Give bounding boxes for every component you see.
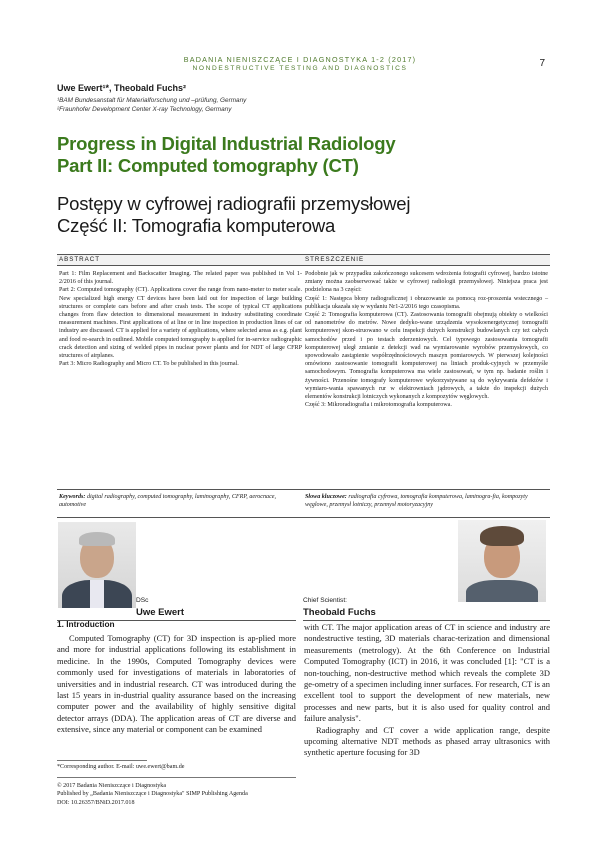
streszczenie-paragraph: Część 1: Następca błony radiograficznej i obrazowanie za pomocą roz-proszenia wstecznego – publikacja ukazała się w wydaniu Nr1-2/2016 tego czasopisma. bbox=[305, 295, 548, 310]
abstract-box bbox=[57, 254, 304, 368]
divider bbox=[303, 620, 550, 621]
section-heading: 1. Introduction bbox=[57, 619, 115, 629]
affiliation-1: ¹BAM Bundesanstalt für Materialforschung und –prüfung, Germany bbox=[57, 97, 247, 104]
keywords-list: digital radiography, computed tomography, laminography, CFRP, aeroспace, automotive bbox=[59, 494, 276, 508]
author-line: Uwe Ewert¹*, Theobald Fuchs² bbox=[57, 83, 187, 93]
keywords-label-pl: Słowa kluczowe: bbox=[305, 494, 347, 500]
name-ewert: Uwe Ewert bbox=[136, 607, 185, 618]
journal-title-pl: BADANIA NIENISZCZĄCE I DIAGNOSTYKA 1-2 (2017) bbox=[183, 55, 417, 64]
abstract-paragraph: Part 1: Film Replacement and Backscatter Imaging. The related paper was published in Vol 1-2/2016 of this journal. bbox=[59, 271, 302, 286]
streszczenie-paragraph: Część 2: Tomografia komputerowa (CT). Zastosowania tomografii obejmują obiekty o wielkości od nanometrów do metrów. Nowe dedyko-wane urządzenia wysokoenergetycznej tomografii komputerowej skon-struowano w celu inspekcji dużych konstrukcji budowlanych czy też całych samochodów przed i po testach zderzeniowych. Cel typowego zastosowania tomografii komputerowej uległ zmianie z detekcji wad na wymiarowanie wyrobów przemysłowych, co spowodowało zastąpienie współrzędnościowych maszyn pomiarowych. W pierwszej kolejności omówiono zastosowanie tomografii komputerowej na liniach produk-cyjnych w przemyśle samochodowym. Tomografia komputerowa ma wiele zastosowań, w tym np. badanie roślin i żywności. Przenośne tomografy komputerowe wykorzystywane są do wykrywania defektów i wymiaro-wania spawanych rur w elektrowniach jądrowych, a także do inspekcji dużych elementów konstrukcji lotniczych wykonanych z kompozytów węglowych. bbox=[305, 312, 548, 401]
keywords-label: Keywords: bbox=[59, 494, 86, 500]
streszczenie-body bbox=[303, 266, 550, 409]
publisher-line: Published by „Badania Nieniszczące i Diagnostyka" SIMP Publishing Agenda bbox=[57, 791, 248, 798]
body-column-right bbox=[304, 622, 550, 759]
body-paragraph: with CT. The major application areas of CT in science and industry are nondestructive testing, 3D materials charac-terization and dimensional measurements (metrology). At the 6th Conference on Industrial Computed Tomography (ICT) in 2016, it was concluded [1]: "CT is a non-touching, non-destructive method which reveals the complete 3D ge-ometry of a specimen including inner surfaces. For research, CT is an excellent tool to support the development of new materials, new processes and new parts, but it is also used for quality control and failure analysis". bbox=[304, 622, 550, 724]
divider bbox=[57, 517, 550, 518]
role-ewert: DSc bbox=[136, 597, 149, 604]
streszczenie-box bbox=[303, 254, 550, 409]
abstract-paragraph: Part 2: Computed tomography (CT). Applications cover the range from nano-meter to meter scale. New specialized high energy CT devices have been laid out for inspection of large building structures or complete cars before and after crash tests. The scope of typical CT applications changes from flaw detection to dimensional measurement in industry substituting coordinate measurement machines. First applications of at line or in line inspection in production lines of car industry are discussed. CT is applied for a variety of applications, where selected areas as e.g. plant and food re-search in outlined. Mobile computed tomography is applied for in-service radiographic crack detection and sizing of welded pipes in nuclear power plants and for NDT of large CFRP structures of airplanes. bbox=[59, 287, 302, 360]
keywords-list-pl: radiografia cyfrowa, tomografia komputerowa, laminogra-fia, kompozyty węglowe, przemysł lotniczy, przemysł motoryzacyjny bbox=[305, 494, 528, 508]
streszczenie-heading: STRESZCZENIE bbox=[303, 255, 550, 266]
abstract-body bbox=[57, 266, 304, 368]
abstract-paragraph: Part 3: Micro Radiography and Micro CT. To be published in this journal. bbox=[59, 361, 239, 368]
name-fuchs: Theobald Fuchs bbox=[303, 607, 376, 618]
copyright-block bbox=[57, 782, 337, 807]
portrait-ewert bbox=[58, 522, 136, 608]
affiliation-2: ²Fraunhofer Development Center X-ray Technology, Germany bbox=[57, 106, 232, 113]
streszczenie-paragraph: Część 3: Mikroradiografia i mikrotomografia komputerowa. bbox=[305, 402, 452, 409]
journal-title-en: NONDESTRUCTIVE TESTING AND DIAGNOSTICS bbox=[192, 65, 408, 72]
body-column-left bbox=[57, 633, 296, 736]
divider bbox=[57, 777, 296, 778]
copyright-line: © 2017 Badania Nieniszczące i Diagnostyka bbox=[57, 783, 167, 789]
title-polish bbox=[57, 193, 557, 237]
abstract-heading: ABSTRACT bbox=[57, 255, 304, 266]
keywords-en bbox=[57, 489, 304, 509]
body-paragraph: Computed Tomography (CT) for 3D inspection is ap-plied more and more for industrial applications following its establishment in medicine. In the 1990s, Computed Tomography devices were commonly used for investigations of materials in laboratories of universities and in industrial research. CT was introduced during the last 15 years in in-dustrial quality assurance based on the increasing computer power and the availability of highly sensitive digital detector arrays (DDA). The application areas of CT are diverse and extensive, since any material or component can be examined bbox=[57, 633, 296, 735]
keywords-pl bbox=[303, 489, 550, 509]
body-paragraph: Radiography and CT cover a wide application range, despite upcoming alternative NDT methods as phased array ultrasonics with synthetic aperture focusing for 3D bbox=[304, 724, 550, 758]
footnote: *Corresponding author. E-mail: uwe.ewert@bam.de bbox=[57, 764, 185, 770]
title-pl-line2: Część II: Tomografia komputerowa bbox=[57, 215, 336, 236]
role-fuchs: Chief Scientist: bbox=[303, 597, 347, 604]
title-pl-line1: Postępy w cyfrowej radiografii przemysłowej bbox=[57, 193, 411, 214]
streszczenie-paragraph: Podobnie jak w przypadku zakończonego sukcesem wdrożenia fotografii cyfrowej, bardzo istotne zmiany można zaobserwować także w cyfrowej radiologii przemysłowej. Niniejsza praca jest podzielona na 3 części: bbox=[305, 271, 548, 294]
footnote-divider bbox=[57, 760, 147, 761]
doi-line: DOI: 10.26357/BNiD.2017.018 bbox=[57, 799, 135, 806]
page-number: 7 bbox=[539, 58, 545, 69]
title-en-line1: Progress in Digital Industrial Radiology bbox=[57, 133, 396, 154]
journal-header bbox=[0, 55, 600, 72]
title-en-line2: Part II: Computed tomography (CT) bbox=[57, 155, 359, 176]
portrait-fuchs bbox=[458, 520, 546, 602]
title-english bbox=[57, 133, 557, 177]
